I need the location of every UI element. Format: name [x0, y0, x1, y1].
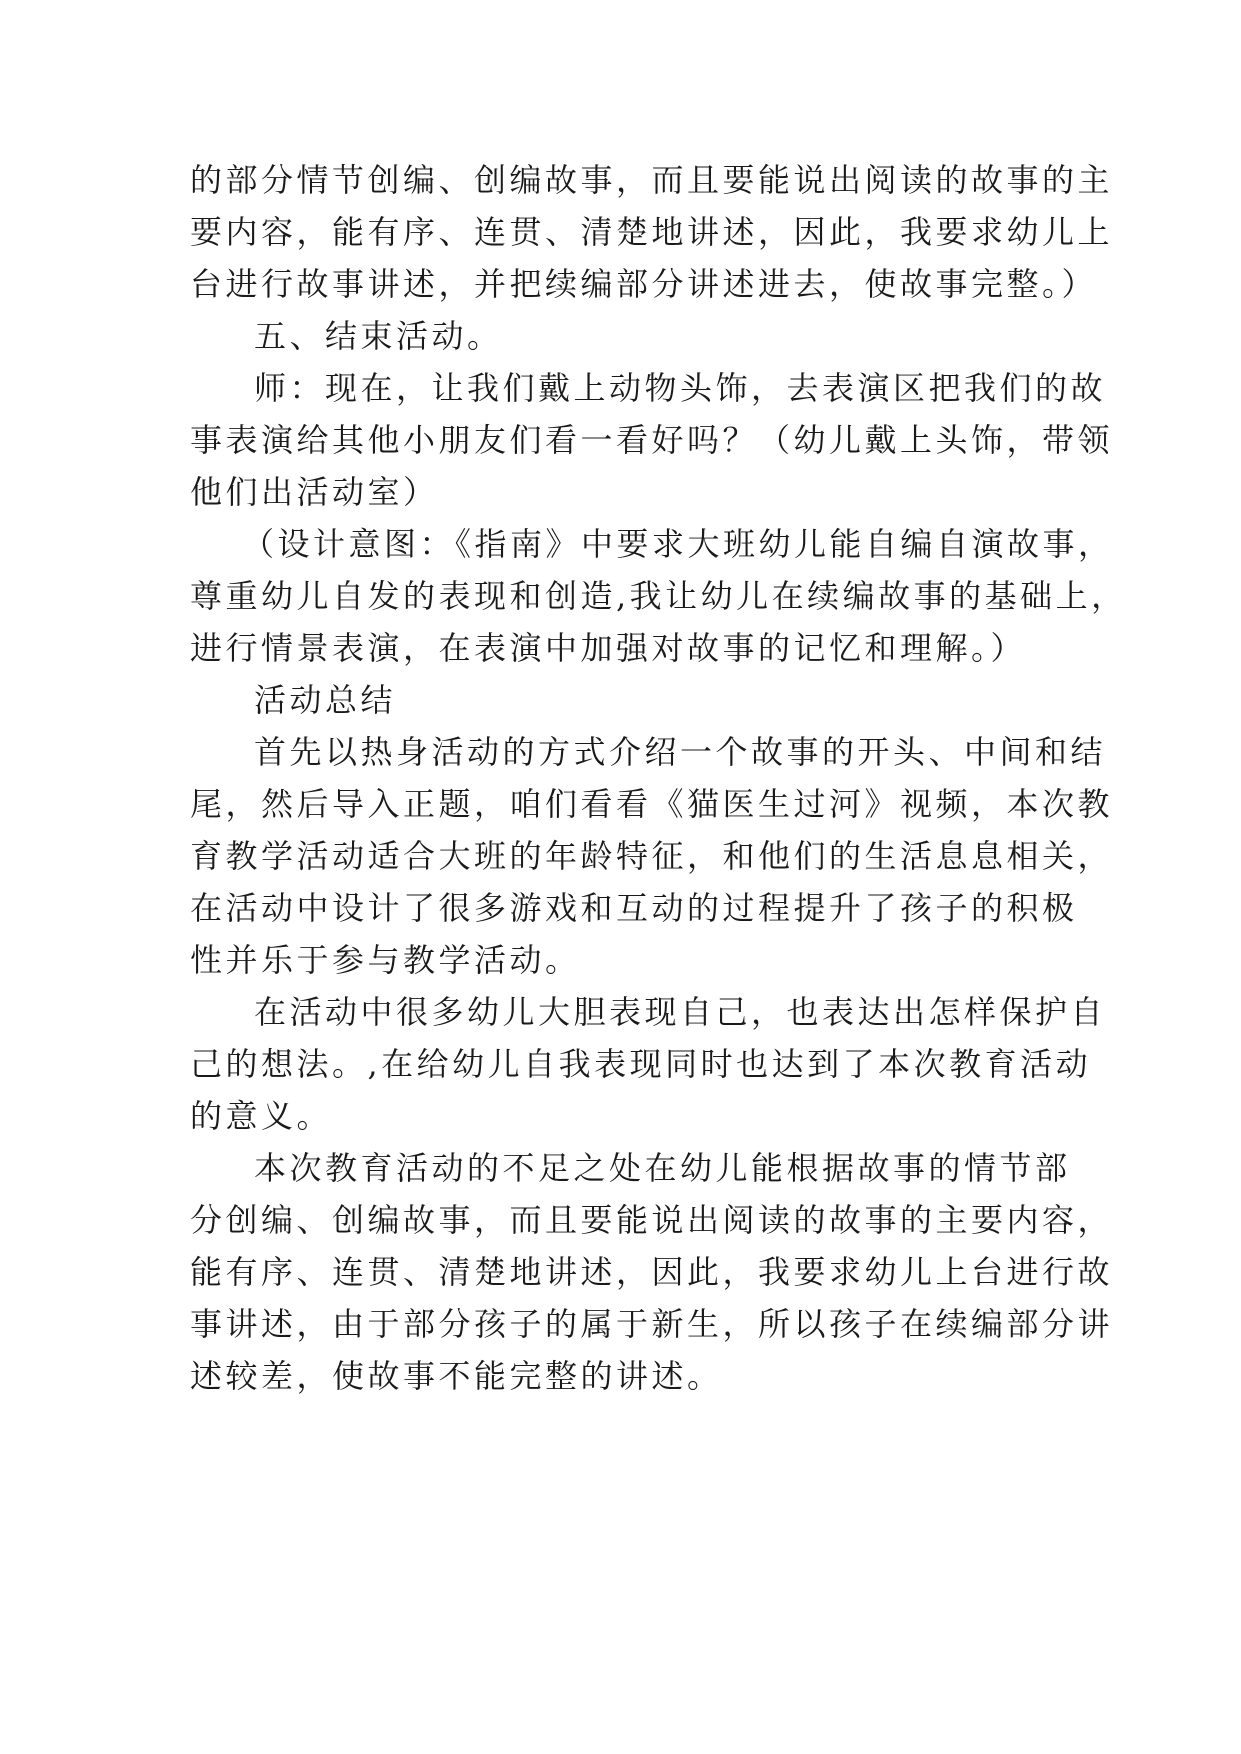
text-line: 的意义。 [190, 1097, 333, 1135]
text-line: 己的想法。,在给幼儿自我表现同时也达到了本次教育活动 [190, 1045, 1092, 1083]
text-line: 育教学活动适合大班的年龄特征，和他们的生活息息相关， [190, 837, 1114, 875]
text-line: 首先以热身活动的方式介绍一个故事的开头、中间和结 [254, 733, 1107, 771]
text-line: 分创编、创编故事，而且要能说出阅读的故事的主要内容， [190, 1201, 1114, 1239]
text-line: 在活动中设计了很多游戏和互动的过程提升了孩子的积极 [190, 889, 1078, 927]
text-line: 事讲述，由于部分孩子的属于新生，所以孩子在续编部分讲 [190, 1305, 1114, 1343]
text-line: 要内容，能有序、连贯、清楚地讲述，因此，我要求幼儿上 [190, 213, 1114, 251]
text-line: 在活动中很多幼儿大胆表现自己，也表达出怎样保护自 [254, 993, 1107, 1031]
text-line: 尊重幼儿自发的表现和创造,我让幼儿在续编故事的基础上， [190, 577, 1127, 615]
text-line: 本次教育活动的不足之处在幼儿能根据故事的情节部 [254, 1149, 1071, 1187]
text-line: 他们出活动室） [190, 473, 439, 511]
text-line: 述较差，使故事不能完整的讲述。 [190, 1357, 723, 1395]
text-line: 进行情景表演，在表演中加强对故事的记忆和理解。） [190, 629, 1027, 667]
text-line: 尾，然后导入正题，咱们看看《猫医生过河》视频，本次教 [190, 785, 1114, 823]
section-heading: 活动总结 [254, 681, 397, 719]
text-line: 性并乐于参与教学活动。 [190, 941, 581, 979]
text-line: （设计意图：《指南》中要求大班幼儿能自编自演故事， [242, 525, 1114, 563]
text-line: 台进行故事讲述，并把续编部分讲述进去，使故事完整。） [190, 265, 1098, 303]
text-line: 能有序、连贯、清楚地讲述，因此，我要求幼儿上台进行故 [190, 1253, 1114, 1291]
text-line: 的部分情节创编、创编故事，而且要能说出阅读的故事的主 [190, 161, 1114, 199]
section-heading: 五、结束活动。 [254, 317, 503, 355]
text-line: 师：现在，让我们戴上动物头饰，去表演区把我们的故 [254, 369, 1107, 407]
text-line: 事表演给其他小朋友们看一看好吗？（幼儿戴上头饰，带领 [190, 421, 1114, 459]
